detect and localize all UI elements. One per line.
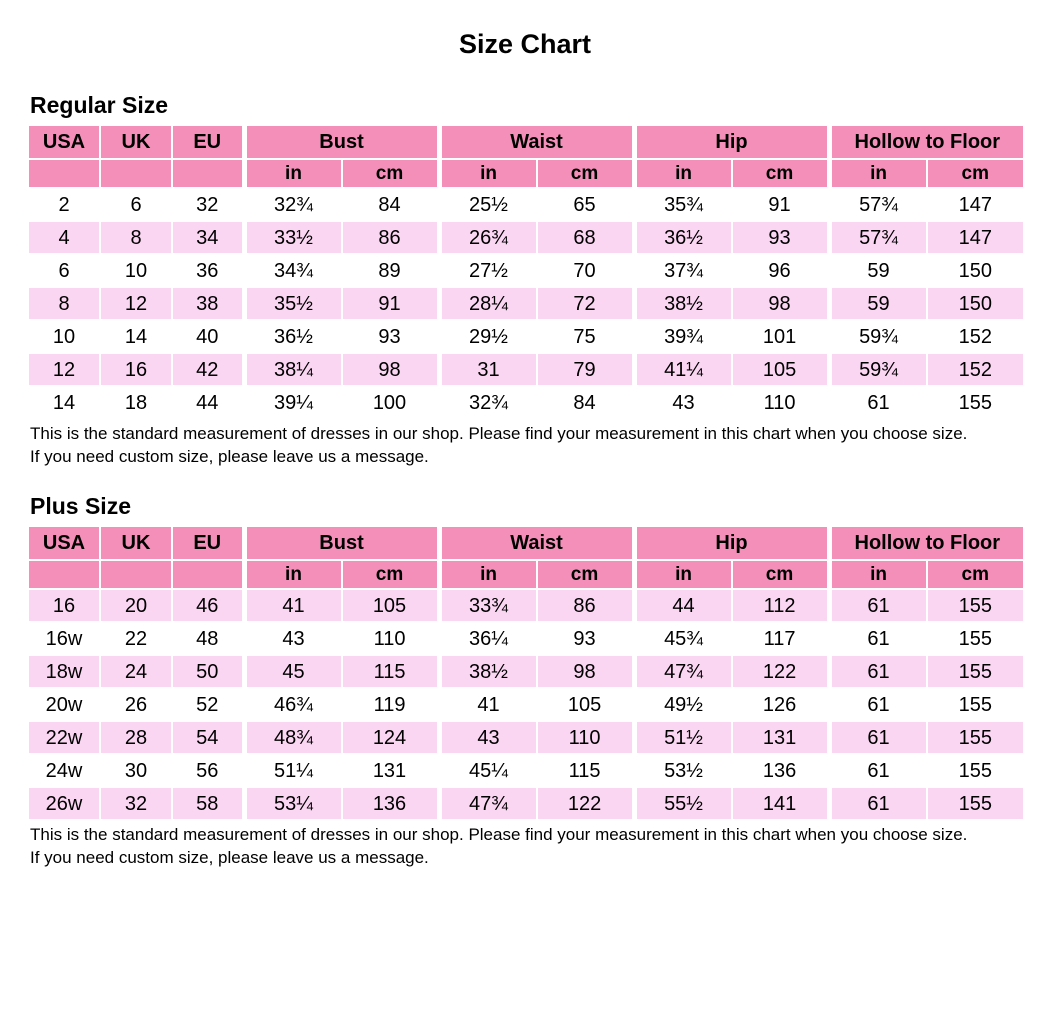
cell: 36¼: [439, 622, 537, 655]
cell: 48: [172, 622, 244, 655]
column-header-eu: EU: [172, 526, 244, 560]
cell: 91: [732, 188, 830, 221]
group-header-hip: Hip: [634, 526, 829, 560]
cell: 26¾: [439, 221, 537, 254]
cell: 53¼: [244, 787, 342, 820]
cell: 117: [732, 622, 830, 655]
cell: 6: [28, 254, 100, 287]
column-header-usa: USA: [28, 526, 100, 560]
cell: 12: [28, 353, 100, 386]
cell: 61: [829, 754, 927, 787]
cell: 22w: [28, 721, 100, 754]
group-header-bust: Bust: [244, 125, 439, 159]
cell: 155: [927, 721, 1025, 754]
cell: 43: [439, 721, 537, 754]
note-regular-line2: If you need custom size, please leave us a message.: [30, 447, 429, 466]
cell: 122: [537, 787, 635, 820]
subheader-empty-usa: [28, 560, 100, 589]
cell: 61: [829, 622, 927, 655]
cell: 47¾: [439, 787, 537, 820]
cell: 75: [537, 320, 635, 353]
cell: 45¼: [439, 754, 537, 787]
cell: 32: [172, 188, 244, 221]
section-heading-plus: Plus Size: [30, 493, 131, 519]
cell: 16: [100, 353, 172, 386]
group-header-hollow-to-floor: Hollow to Floor: [829, 526, 1024, 560]
cell: 57¾: [829, 188, 927, 221]
cell: 101: [732, 320, 830, 353]
cell: 59: [829, 287, 927, 320]
cell: 54: [172, 721, 244, 754]
cell: 53½: [634, 754, 732, 787]
cell: 89: [342, 254, 440, 287]
table-row-size-2: [28, 188, 1024, 221]
group-header-hollow-to-floor: Hollow to Floor: [829, 125, 1024, 159]
cell: 155: [927, 688, 1025, 721]
cell: 26: [100, 688, 172, 721]
cell: 34¾: [244, 254, 342, 287]
cell: 2: [28, 188, 100, 221]
cell: 70: [537, 254, 635, 287]
subheader-hollow-to-floor-in: in: [829, 159, 927, 188]
cell: 35¾: [634, 188, 732, 221]
cell: 42: [172, 353, 244, 386]
cell: 38: [172, 287, 244, 320]
cell: 6: [100, 188, 172, 221]
cell: 136: [732, 754, 830, 787]
cell: 136: [342, 787, 440, 820]
cell: 10: [28, 320, 100, 353]
cell: 122: [732, 655, 830, 688]
cell: 20w: [28, 688, 100, 721]
cell: 14: [100, 320, 172, 353]
subheader-empty-usa: [28, 159, 100, 188]
cell: 150: [927, 254, 1025, 287]
size-table-plus: [27, 525, 1025, 821]
cell: 96: [732, 254, 830, 287]
cell: 39¼: [244, 386, 342, 419]
cell: 33¾: [439, 589, 537, 622]
subheader-empty-eu: [172, 159, 244, 188]
cell: 105: [537, 688, 635, 721]
cell: 119: [342, 688, 440, 721]
note-plus-line1: This is the standard measurement of dresses in our shop. Please find your measurement in this chart when you choose size.: [30, 825, 968, 844]
cell: 44: [634, 589, 732, 622]
subheader-hollow-to-floor-in: in: [829, 560, 927, 589]
cell: 105: [342, 589, 440, 622]
cell: 59: [829, 254, 927, 287]
cell: 98: [342, 353, 440, 386]
cell: 32: [100, 787, 172, 820]
subheader-empty-uk: [100, 159, 172, 188]
cell: 26w: [28, 787, 100, 820]
cell: 155: [927, 754, 1025, 787]
cell: 112: [732, 589, 830, 622]
cell: 8: [100, 221, 172, 254]
cell: 36: [172, 254, 244, 287]
column-header-uk: UK: [100, 125, 172, 159]
cell: 98: [732, 287, 830, 320]
cell: 147: [927, 188, 1025, 221]
group-header-waist: Waist: [439, 125, 634, 159]
subheader-empty-uk: [100, 560, 172, 589]
cell: 37¾: [634, 254, 732, 287]
group-header-hip: Hip: [634, 125, 829, 159]
cell: 24w: [28, 754, 100, 787]
cell: 68: [537, 221, 635, 254]
cell: 141: [732, 787, 830, 820]
cell: 10: [100, 254, 172, 287]
cell: 27½: [439, 254, 537, 287]
cell: 44: [172, 386, 244, 419]
cell: 28¼: [439, 287, 537, 320]
cell: 28: [100, 721, 172, 754]
subheader-bust-in: in: [244, 159, 342, 188]
page-title: Size Chart: [458, 29, 592, 59]
cell: 61: [829, 386, 927, 419]
cell: 155: [927, 386, 1025, 419]
cell: 93: [537, 622, 635, 655]
cell: 40: [172, 320, 244, 353]
subheader-hip-in: in: [634, 159, 732, 188]
column-header-usa: USA: [28, 125, 100, 159]
cell: 36½: [634, 221, 732, 254]
cell: 61: [829, 688, 927, 721]
cell: 100: [342, 386, 440, 419]
cell: 31: [439, 353, 537, 386]
cell: 91: [342, 287, 440, 320]
subheader-bust-cm: cm: [342, 159, 440, 188]
table-row-size-26w: [28, 787, 1024, 820]
subheader-hip-in: in: [634, 560, 732, 589]
cell: 41: [244, 589, 342, 622]
cell: 51½: [634, 721, 732, 754]
cell: 29½: [439, 320, 537, 353]
cell: 25½: [439, 188, 537, 221]
cell: 56: [172, 754, 244, 787]
cell: 65: [537, 188, 635, 221]
subheader-waist-cm: cm: [537, 560, 635, 589]
table-row-size-16w: [28, 622, 1024, 655]
table-row-size-16: [28, 589, 1024, 622]
cell: 48¾: [244, 721, 342, 754]
cell: 98: [537, 655, 635, 688]
cell: 18: [100, 386, 172, 419]
column-header-eu: EU: [172, 125, 244, 159]
cell: 55½: [634, 787, 732, 820]
subheader-bust-cm: cm: [342, 560, 440, 589]
subheader-waist-in: in: [439, 159, 537, 188]
cell: 155: [927, 589, 1025, 622]
cell: 52: [172, 688, 244, 721]
cell: 4: [28, 221, 100, 254]
cell: 110: [537, 721, 635, 754]
cell: 34: [172, 221, 244, 254]
plus-size-section: [27, 493, 1023, 868]
cell: 61: [829, 721, 927, 754]
section-heading-regular: Regular Size: [30, 92, 169, 118]
cell: 38½: [634, 287, 732, 320]
cell: 84: [537, 386, 635, 419]
cell: 93: [342, 320, 440, 353]
table-row-size-8: [28, 287, 1024, 320]
cell: 110: [342, 622, 440, 655]
cell: 105: [732, 353, 830, 386]
cell: 43: [244, 622, 342, 655]
cell: 14: [28, 386, 100, 419]
table-row-size-6: [28, 254, 1024, 287]
cell: 45: [244, 655, 342, 688]
cell: 152: [927, 320, 1025, 353]
cell: 155: [927, 622, 1025, 655]
cell: 61: [829, 787, 927, 820]
cell: 22: [100, 622, 172, 655]
cell: 115: [537, 754, 635, 787]
group-header-waist: Waist: [439, 526, 634, 560]
size-table-regular: [27, 124, 1025, 420]
subheader-waist-cm: cm: [537, 159, 635, 188]
cell: 147: [927, 221, 1025, 254]
cell: 124: [342, 721, 440, 754]
cell: 16: [28, 589, 100, 622]
cell: 59¾: [829, 353, 927, 386]
cell: 8: [28, 287, 100, 320]
table-row-size-22w: [28, 721, 1024, 754]
subheader-bust-in: in: [244, 560, 342, 589]
cell: 16w: [28, 622, 100, 655]
group-header-bust: Bust: [244, 526, 439, 560]
cell: 131: [342, 754, 440, 787]
note-plus-line2: If you need custom size, please leave us a message.: [30, 848, 429, 867]
cell: 32¾: [244, 188, 342, 221]
table-row-size-20w: [28, 688, 1024, 721]
cell: 72: [537, 287, 635, 320]
cell: 24: [100, 655, 172, 688]
table-row-size-24w: [28, 754, 1024, 787]
cell: 18w: [28, 655, 100, 688]
cell: 47¾: [634, 655, 732, 688]
cell: 12: [100, 287, 172, 320]
cell: 61: [829, 655, 927, 688]
cell: 152: [927, 353, 1025, 386]
cell: 50: [172, 655, 244, 688]
table-row-size-12: [28, 353, 1024, 386]
cell: 51¼: [244, 754, 342, 787]
cell: 155: [927, 655, 1025, 688]
cell: 39¾: [634, 320, 732, 353]
cell: 58: [172, 787, 244, 820]
cell: 20: [100, 589, 172, 622]
cell: 86: [537, 589, 635, 622]
cell: 43: [634, 386, 732, 419]
cell: 57¾: [829, 221, 927, 254]
cell: 131: [732, 721, 830, 754]
cell: 36½: [244, 320, 342, 353]
subheader-empty-eu: [172, 560, 244, 589]
cell: 45¾: [634, 622, 732, 655]
subheader-hip-cm: cm: [732, 159, 830, 188]
cell: 30: [100, 754, 172, 787]
cell: 38¼: [244, 353, 342, 386]
cell: 126: [732, 688, 830, 721]
cell: 150: [927, 287, 1025, 320]
cell: 155: [927, 787, 1025, 820]
subheader-waist-in: in: [439, 560, 537, 589]
subheader-hip-cm: cm: [732, 560, 830, 589]
cell: 79: [537, 353, 635, 386]
table-row-size-4: [28, 221, 1024, 254]
table-row-size-10: [28, 320, 1024, 353]
cell: 49½: [634, 688, 732, 721]
column-header-uk: UK: [100, 526, 172, 560]
cell: 86: [342, 221, 440, 254]
cell: 33½: [244, 221, 342, 254]
cell: 110: [732, 386, 830, 419]
cell: 46¾: [244, 688, 342, 721]
subheader-hollow-to-floor-cm: cm: [927, 560, 1025, 589]
cell: 59¾: [829, 320, 927, 353]
cell: 32¾: [439, 386, 537, 419]
cell: 61: [829, 589, 927, 622]
cell: 38½: [439, 655, 537, 688]
subheader-hollow-to-floor-cm: cm: [927, 159, 1025, 188]
table-row-size-14: [28, 386, 1024, 419]
cell: 46: [172, 589, 244, 622]
cell: 35½: [244, 287, 342, 320]
cell: 41: [439, 688, 537, 721]
cell: 41¼: [634, 353, 732, 386]
table-row-size-18w: [28, 655, 1024, 688]
cell: 84: [342, 188, 440, 221]
cell: 115: [342, 655, 440, 688]
regular-size-section: [27, 92, 1023, 467]
cell: 93: [732, 221, 830, 254]
note-regular-line1: This is the standard measurement of dresses in our shop. Please find your measurement in this chart when you choose size.: [30, 424, 968, 443]
